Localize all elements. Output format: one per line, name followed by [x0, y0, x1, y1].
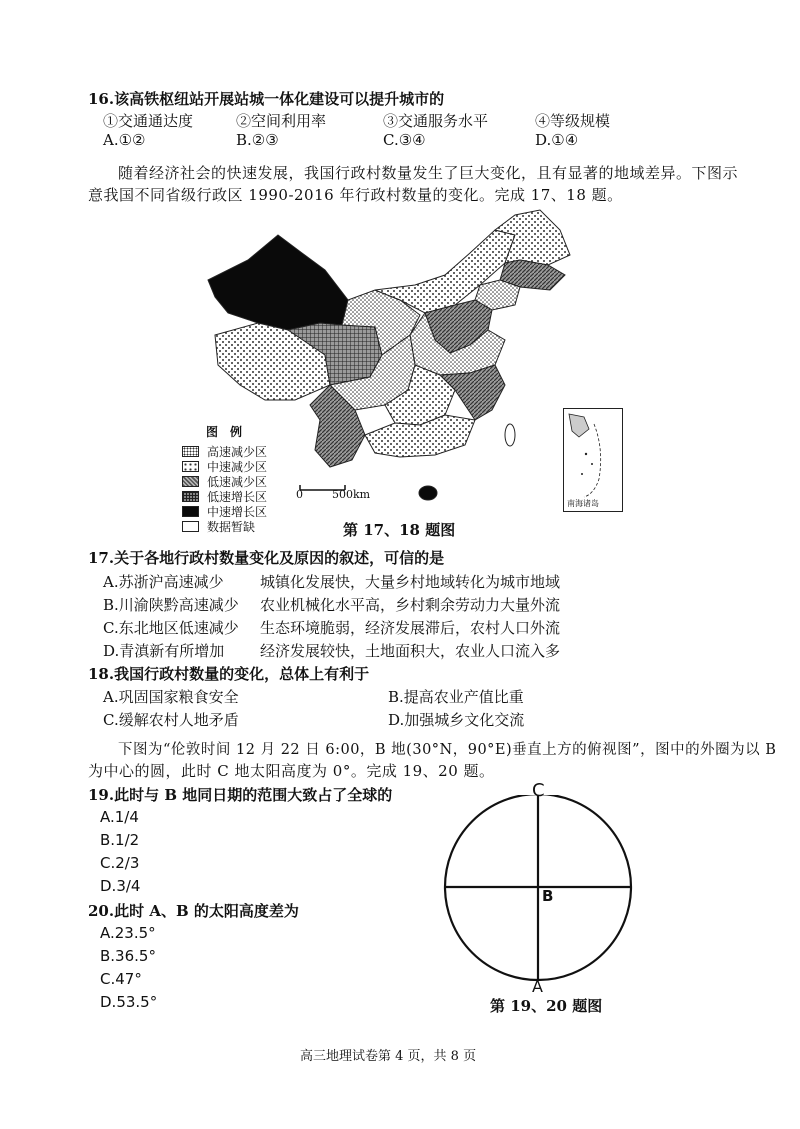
swatch-grid: [182, 491, 199, 502]
legend-item-medium-decrease: 中速减少区: [182, 459, 267, 474]
swatch-dense: [182, 446, 199, 457]
legend-item-low-decrease: 低速减少区: [182, 474, 267, 489]
q18-option-a: A.巩固国家粮食安全: [103, 688, 239, 706]
region-xinjiang: [208, 235, 348, 330]
q20-stem: 20.此时 A、B 的太阳高度差为: [88, 902, 299, 920]
q17-stem: 17.关于各地行政村数量变化及原因的叙述，可信的是: [88, 549, 445, 567]
q19-option-c: C.2/3: [100, 854, 140, 872]
region-hainan: [419, 486, 437, 500]
region-taiwan: [505, 424, 515, 446]
q18-option-c: C.缓解农村人地矛盾: [103, 711, 239, 729]
q16-item-4: ④等级规模: [535, 112, 611, 130]
q17-option-a-label: A.苏浙沪高速减少: [103, 573, 224, 591]
q19-option-d: D.3/4: [100, 877, 141, 895]
scale-zero: 0: [296, 488, 303, 501]
q17-option-c-reason: 生态环境脆弱，经济发展滞后，农村人口外流: [260, 619, 561, 637]
legend-title: 图 例: [206, 425, 243, 439]
legend-item-low-increase: 低速增长区: [182, 489, 267, 504]
q19-option-b: B.1/2: [100, 831, 140, 849]
q16-item-1: ①交通通达度: [103, 112, 194, 130]
swatch-black: [182, 506, 199, 517]
map-caption: 第 17、18 题图: [343, 521, 456, 539]
q16-option-b: B.②③: [236, 131, 279, 149]
swatch-white: [182, 521, 199, 532]
scale-label: 500km: [332, 488, 371, 501]
q16-option-d: D.①④: [535, 131, 579, 149]
q17-option-c-label: C.东北地区低速减少: [103, 619, 239, 637]
legend-item-no-data: 数据暂缺: [182, 519, 255, 534]
intro-17-18-line1: 随着经济社会的快速发展，我国行政村数量发生了巨大变化，且有显著的地域差异。下图示: [118, 164, 739, 182]
q20-option-b: B.36.5°: [100, 947, 156, 965]
q17-option-d-reason: 经济发展较快，土地面积大，农业人口流入多: [260, 642, 561, 660]
q18-option-b: B.提高农业产值比重: [388, 688, 524, 706]
label-c: C: [532, 780, 545, 801]
q19-option-a: A.1/4: [100, 808, 139, 826]
q17-option-a-reason: 城镇化发展快，大量乡村地域转化为城市地域: [260, 573, 561, 591]
q16-item-3: ③交通服务水平: [383, 112, 489, 130]
map-legend: [182, 444, 302, 534]
legend-item-medium-increase: 中速增长区: [182, 504, 267, 519]
circle-caption: 第 19、20 题图: [490, 997, 603, 1015]
q17-option-b-label: B.川渝陕黔高速减少: [103, 596, 239, 614]
legend-item-high-decrease: 高速减少区: [182, 444, 267, 459]
inset-shape: [564, 409, 622, 511]
q16-option-a: A.①②: [103, 131, 146, 149]
label-b: B: [542, 887, 554, 905]
q16-item-2: ②空间利用率: [236, 112, 327, 130]
q20-option-d: D.53.5°: [100, 993, 158, 1011]
q20-option-a: A.23.5°: [100, 924, 156, 942]
q17-option-d-label: D.青滇新有所增加: [103, 642, 225, 660]
swatch-sparse: [182, 461, 199, 472]
q18-stem: 18.我国行政村数量的变化，总体上有利于: [88, 665, 370, 683]
q19-stem: 19.此时与 B 地同日期的范围大致占了全球的: [88, 786, 393, 804]
intro-19-20-line2: 为中心的圆，此时 C 地太阳高度为 0°。完成 19、20 题。: [88, 762, 495, 780]
page-footer: 高三地理试卷第 4 页，共 8 页: [300, 1049, 477, 1064]
inset-label: 南海诸岛: [567, 499, 599, 508]
q17-option-b-reason: 农业机械化水平高，乡村剩余劳动力大量外流: [260, 596, 561, 614]
q18-option-d: D.加强城乡文化交流: [388, 711, 525, 729]
q16-stem: 16.该高铁枢纽站开展站城一体化建设可以提升城市的: [88, 90, 445, 108]
q16-option-c: C.③④: [383, 131, 426, 149]
label-a: A: [532, 977, 543, 996]
intro-19-20-line1: 下图为“伦敦时间 12 月 22 日 6:00，B 地(30°N，90°E)垂直上方的俯视图”，图中的外圈为以 B: [118, 742, 777, 758]
swatch-hatch: [182, 476, 199, 487]
south-china-sea-inset: [563, 408, 623, 512]
intro-17-18-line2: 意我国不同省级行政区 1990-2016 年行政村数量的变化。完成 17、18 题。: [88, 186, 623, 204]
q20-option-c: C.47°: [100, 970, 142, 988]
